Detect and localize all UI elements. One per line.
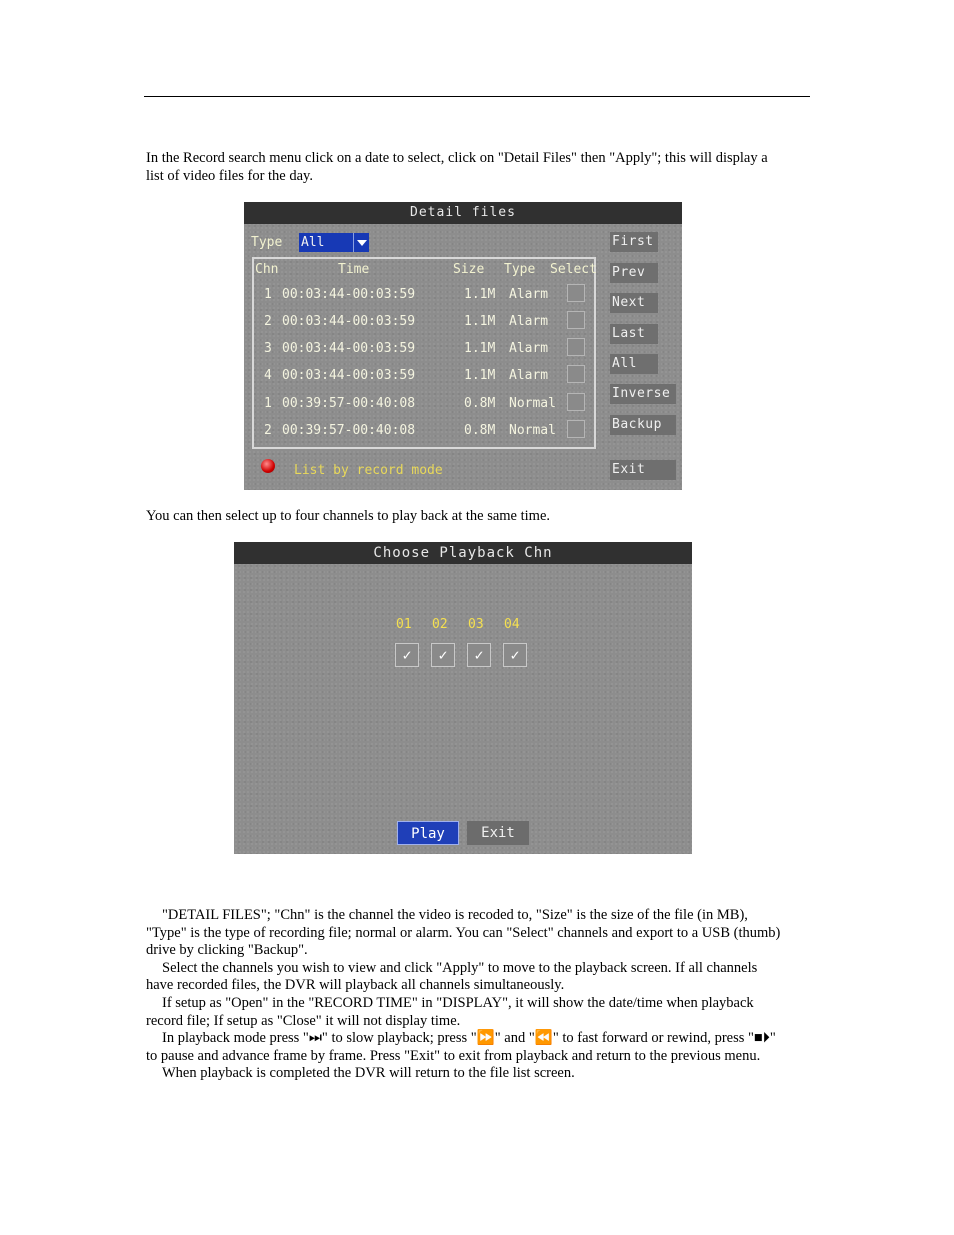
next-button[interactable]: Next bbox=[610, 293, 658, 313]
channel-checkbox-02[interactable]: ✓ bbox=[431, 643, 455, 667]
row-select-checkbox[interactable] bbox=[567, 338, 585, 356]
row-select-checkbox[interactable] bbox=[567, 365, 585, 383]
backup-button[interactable]: Backup bbox=[610, 415, 676, 435]
channel-checkbox-03[interactable]: ✓ bbox=[467, 643, 491, 667]
row-size: 1.1M bbox=[464, 287, 496, 302]
row-size: 1.1M bbox=[464, 314, 496, 329]
channel-label-03: 03 bbox=[468, 617, 484, 632]
row-chn: 1 bbox=[264, 287, 272, 302]
channel-label-01: 01 bbox=[396, 617, 412, 632]
row-chn: 2 bbox=[264, 423, 272, 438]
choose-playback-window bbox=[234, 542, 692, 854]
record-dot-icon bbox=[261, 459, 275, 473]
all-button[interactable]: All bbox=[610, 354, 658, 374]
intro-paragraph: In the Record search menu click on a date to select, click on "Detail Files" then "Apply"; this will display a list of video files for the day. bbox=[146, 150, 768, 184]
channel-label-02: 02 bbox=[432, 617, 448, 632]
row-select-checkbox[interactable] bbox=[567, 284, 585, 302]
col-header-chn: Chn bbox=[255, 262, 279, 277]
row-time: 00:39:57-00:40:08 bbox=[282, 396, 416, 411]
last-button[interactable]: Last bbox=[610, 324, 658, 344]
list-mode-label[interactable]: List by record mode bbox=[294, 463, 443, 478]
channel-checkbox-04[interactable]: ✓ bbox=[503, 643, 527, 667]
row-chn: 1 bbox=[264, 396, 272, 411]
channel-label-04: 04 bbox=[504, 617, 520, 632]
mid-paragraph: You can then select up to four channels to play back at the same time. bbox=[146, 508, 551, 524]
header-rule bbox=[144, 96, 810, 97]
inverse-button[interactable]: Inverse bbox=[610, 384, 676, 404]
row-type: Alarm bbox=[509, 341, 549, 356]
row-time: 00:39:57-00:40:08 bbox=[282, 423, 416, 438]
row-size: 1.1M bbox=[464, 341, 496, 356]
paragraph: When playback is completed the DVR will return to the file list screen. bbox=[162, 1065, 575, 1082]
exit-button[interactable]: Exit bbox=[467, 821, 529, 845]
row-size: 0.8M bbox=[464, 423, 496, 438]
row-chn: 4 bbox=[264, 368, 272, 383]
body-text bbox=[146, 907, 786, 1083]
row-time: 00:03:44-00:03:59 bbox=[282, 368, 416, 383]
play-button[interactable]: Play bbox=[397, 821, 459, 845]
exit-button[interactable]: Exit bbox=[610, 460, 676, 480]
row-size: 0.8M bbox=[464, 396, 496, 411]
type-select[interactable]: All bbox=[299, 233, 367, 252]
type-label: Type bbox=[251, 235, 283, 250]
detail-files-window bbox=[244, 202, 682, 490]
row-select-checkbox[interactable] bbox=[567, 420, 585, 438]
row-type: Alarm bbox=[509, 368, 549, 383]
paragraph: "DETAIL FILES"; "Chn" is the channel the video is recoded to, "Size" is the size of the file (in MB), "Type" is the type of recording file; normal or alarm. You can "Select" channels and export to a USB (thumb) drive by clicking "Backup". bbox=[146, 907, 781, 959]
row-chn: 2 bbox=[264, 314, 272, 329]
row-type: Alarm bbox=[509, 287, 549, 302]
chevron-down-icon[interactable] bbox=[353, 233, 369, 252]
row-select-checkbox[interactable] bbox=[567, 311, 585, 329]
row-chn: 3 bbox=[264, 341, 272, 356]
row-type: Alarm bbox=[509, 314, 549, 329]
col-header-size: Size bbox=[453, 262, 485, 277]
row-size: 1.1M bbox=[464, 368, 496, 383]
col-header-select: Select bbox=[550, 262, 597, 277]
paragraph: In playback mode press "⏭" to slow playback; press "⏩" and "⏪" to fast forward or rewind, press "■⏵" to pause and advance frame by frame. Press "Exit" to exit from playback and return to the previous menu. bbox=[146, 1030, 776, 1064]
row-select-checkbox[interactable] bbox=[567, 393, 585, 411]
row-time: 00:03:44-00:03:59 bbox=[282, 287, 416, 302]
channel-checkbox-01[interactable]: ✓ bbox=[395, 643, 419, 667]
prev-button[interactable]: Prev bbox=[610, 263, 658, 283]
col-header-type: Type bbox=[504, 262, 536, 277]
row-time: 00:03:44-00:03:59 bbox=[282, 341, 416, 356]
choose-playback-title: Choose Playback Chn bbox=[234, 542, 692, 564]
paragraph: If setup as "Open" in the "RECORD TIME" in "DISPLAY", it will show the date/time when playback record file; If setup as "Close" it will not display time. bbox=[146, 994, 754, 1029]
paragraph: Select the channels you wish to view and click "Apply" to move to the playback screen. If all channels have recorded files, the DVR will playback all channels simultaneously. bbox=[146, 959, 758, 994]
col-header-time: Time bbox=[338, 262, 370, 277]
row-type: Normal bbox=[509, 396, 556, 411]
first-button[interactable]: First bbox=[610, 232, 658, 252]
row-type: Normal bbox=[509, 423, 556, 438]
detail-files-title: Detail files bbox=[244, 202, 682, 224]
row-time: 00:03:44-00:03:59 bbox=[282, 314, 416, 329]
